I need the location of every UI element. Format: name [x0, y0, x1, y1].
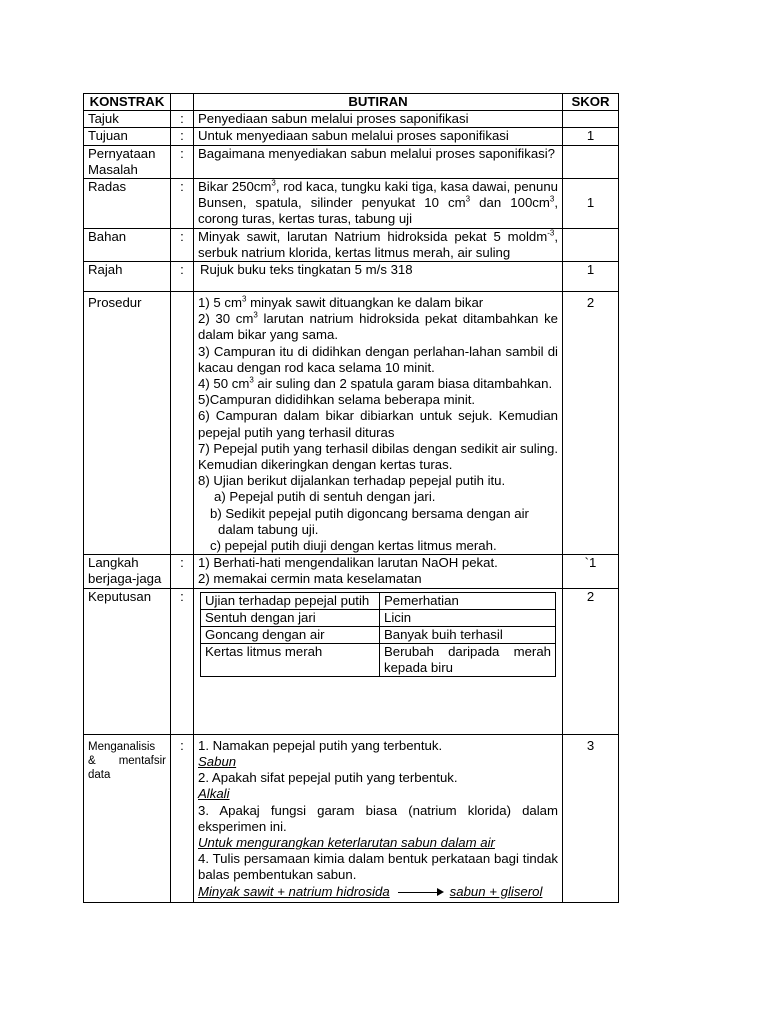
label-pernyataan-masalah [84, 145, 171, 178]
superscript: 3 [549, 194, 555, 204]
score-tujuan: 1 [563, 128, 619, 145]
colon: : [171, 179, 194, 229]
row-bahan [84, 228, 619, 261]
text-pernyataan-masalah: Bagaimana menyediakan sabun melalui proses saponifikasi? [194, 145, 563, 178]
label-part: mentafsir [118, 754, 166, 767]
header-row [84, 94, 619, 111]
row-radas [84, 179, 619, 229]
text-tujuan: Untuk menyediaan sabun melalui proses saponifikasi [194, 128, 563, 145]
score-rajah: 1 [563, 262, 619, 292]
text-part: , corong turas, kertas turas, tabung uji [198, 195, 558, 227]
score-tajuk [563, 111, 619, 128]
label-langkah-berjaga [84, 555, 171, 588]
step-8a: a) Pepejal putih di sentuh dengan jari. [214, 489, 436, 505]
text-part: Bikar 250cm [198, 179, 272, 195]
precaution-1: 1) Berhati-hati mengendalikan larutan NaOH pekat. [198, 555, 498, 571]
header-colon-cell [171, 94, 194, 111]
score-prosedur: 2 [563, 292, 619, 555]
text-part: , rod kaca, tungku kaki tiga, kasa dawai, penunu Bunsen, spatula, silinder penyukat 10 cm [198, 179, 558, 211]
results-cell: Goncang dengan air [201, 626, 380, 643]
answer-1: Sabun [198, 753, 237, 769]
row-tajuk [84, 111, 619, 128]
text-part: 1) 5 cm [198, 295, 242, 311]
score-langkah-berjaga: `1 [563, 555, 619, 588]
score-pernyataan-masalah [563, 145, 619, 178]
row-rajah [84, 262, 619, 292]
label-part: & [88, 754, 96, 767]
label-tajuk: Tajuk [84, 111, 171, 128]
row-langkah-berjaga [84, 555, 619, 588]
label-menganalisis [84, 734, 171, 902]
superscript: 3 [249, 375, 254, 385]
question-3: 3. Apakaj fungsi garam biasa (natrium klorida) dalam eksperimen ini. [198, 802, 558, 834]
reaction-arrow-icon [398, 888, 444, 896]
step-7: 7) Pepejal putih yang terhasil dibilas dengan sedikit air suling. Kemudian dikeringkan dengan kertas turas. [198, 440, 558, 473]
answer-4-reactants: Minyak sawit + natrium hidrosida [198, 883, 390, 899]
step-3: 3) Campuran itu di didihkan dengan perlahan-lahan sambil di kacau dengan rod kaca selama 10 minit. [198, 343, 558, 375]
text-radas [194, 179, 563, 229]
text-prosedur [194, 292, 563, 555]
superscript: 3 [253, 310, 258, 320]
text-part: dan 100cm [470, 195, 550, 211]
step-1 [198, 295, 558, 311]
row-menganalisis [84, 734, 619, 902]
results-cell: Kertas litmus merah [201, 643, 380, 676]
results-row [201, 643, 556, 676]
label-line: Masalah [88, 161, 138, 177]
label-line [88, 754, 166, 768]
label-line: Pernyataan [88, 145, 156, 161]
header-konstrak: KONSTRAK [84, 94, 171, 111]
label-prosedur: Prosedur [84, 292, 171, 555]
colon: : [171, 734, 194, 902]
colon-cell-empty [171, 292, 194, 555]
results-cell: Ujian terhadap pepejal putih [201, 592, 380, 609]
step-2 [198, 311, 558, 343]
results-row [201, 626, 556, 643]
answer-4-products: sabun + gliserol [449, 883, 543, 899]
colon: : [171, 228, 194, 261]
question-1: 1. Namakan pepejal putih yang terbentuk. [198, 737, 443, 753]
row-keputusan [84, 588, 619, 734]
text-part: Minyak sawit, larutan Natrium hidroksida pekat 5 moldm [198, 228, 548, 244]
results-cell: Licin [380, 609, 556, 626]
text-langkah-berjaga [194, 555, 563, 588]
question-4: 4. Tulis persamaan kimia dalam bentuk perkataan bagi tindak balas pembentukan sabun. [198, 851, 558, 883]
answer-2: Alkali [198, 786, 230, 802]
row-tujuan [84, 128, 619, 145]
step-5: 5)Campuran dididihkan selama beberapa minit. [198, 392, 476, 408]
text-part: minyak sawit dituangkan ke dalam bikar [246, 295, 484, 311]
answer-4 [198, 884, 558, 900]
colon: : [171, 128, 194, 145]
superscript: 3 [241, 294, 247, 304]
precaution-2: 2) memakai cermin mata keselamatan [198, 571, 422, 587]
question-2: 2. Apakah sifat pepejal putih yang terbentuk. [198, 770, 458, 786]
label-line: Menganalisis [88, 740, 156, 753]
results-cell: Pemerhatian [380, 592, 556, 609]
colon: : [171, 111, 194, 128]
text-bahan [194, 228, 563, 261]
label-line: data [88, 768, 111, 781]
colon: : [171, 262, 194, 292]
text-part: , serbuk natrium klorida, kertas litmus merah, air suling [198, 228, 558, 260]
colon: : [171, 588, 194, 734]
text-keputusan [194, 588, 563, 734]
step-8: 8) Ujian berikut dijalankan terhadap pepejal putih itu. [198, 473, 506, 489]
header-skor: SKOR [563, 94, 619, 111]
results-cell: Berubah daripada merah kepada biru [380, 643, 556, 676]
colon: : [171, 145, 194, 178]
text-menganalisis [194, 734, 563, 902]
text-part: air suling dan 2 spatula garam biasa ditambahkan. [253, 376, 553, 392]
label-bahan: Bahan [84, 228, 171, 261]
score-radas: 1 [563, 179, 619, 229]
results-row [201, 609, 556, 626]
results-cell: Sentuh dengan jari [201, 609, 380, 626]
step-8c: c) pepejal putih diuji dengan kertas litmus merah. [210, 538, 497, 554]
score-keputusan: 2 [563, 588, 619, 734]
score-bahan [563, 228, 619, 261]
results-table [200, 592, 556, 677]
score-menganalisis: 3 [563, 734, 619, 902]
superscript: 3 [271, 178, 276, 188]
step-6: 6) Campuran dalam bikar dibiarkan untuk sejuk. Kemudian pepejal putih yang terhasil dituras [198, 408, 558, 440]
text-part: 2) 30 cm [198, 311, 254, 327]
colon: : [171, 555, 194, 588]
label-tujuan: Tujuan [84, 128, 171, 145]
text-part: larutan natrium hidroksida pekat ditambahkan ke dalam bikar yang sama. [198, 311, 558, 343]
text-rajah: Rujuk buku teks tingkatan 5 m/s 318 [194, 262, 563, 292]
step-8b-cont: dalam tabung uji. [218, 521, 319, 537]
label-line: berjaga-jaga [88, 571, 162, 587]
label-keputusan: Keputusan [84, 588, 171, 734]
step-4 [198, 376, 558, 392]
label-line: Langkah [88, 555, 139, 571]
text-part: 4) 50 cm [198, 376, 250, 392]
header-butiran: BUTIRAN [194, 94, 563, 111]
text-tajuk: Penyediaan sabun melalui proses saponifikasi [194, 111, 563, 128]
superscript: -3 [547, 228, 555, 238]
row-prosedur [84, 292, 619, 555]
row-pernyataan-masalah [84, 145, 619, 178]
label-radas: Radas [84, 179, 171, 229]
label-rajah: Rajah [84, 262, 171, 292]
results-header-row [201, 592, 556, 609]
results-cell: Banyak buih terhasil [380, 626, 556, 643]
step-8b: b) Sedikit pepejal putih digoncang bersama dengan air [210, 505, 529, 521]
answer-3: Untuk mengurangkan keterlarutan sabun dalam air [198, 834, 495, 850]
superscript: 3 [465, 194, 471, 204]
report-table [83, 93, 619, 903]
